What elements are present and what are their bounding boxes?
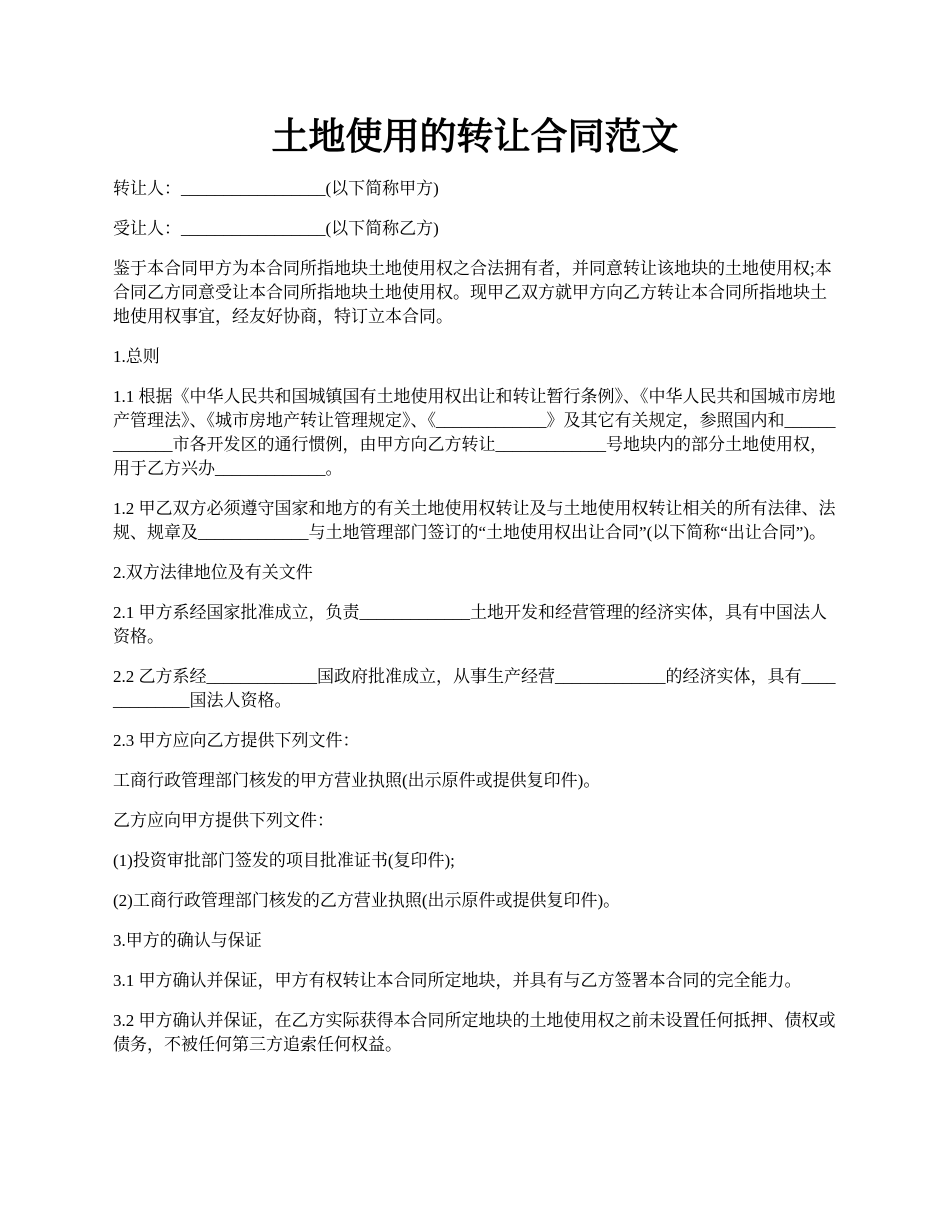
document-list-intro: 乙方应向甲方提供下列文件：	[113, 811, 334, 830]
document-list-item: (1)投资审批部门签发的项目批准证书(复印件);	[113, 851, 455, 870]
clause-1-1: 1.1 根据《中华人民共和国城镇国有土地使用权出让和转让暂行条例》、《中华人民共和国城市房地产管理法》、《城市房地产转让管理规定》、《_____________》及其它有关规定，参照国内和_____________市各开发区的通行惯例，由甲方向乙方转让_____________号地块内的部分土地使用权，用于乙方兴办_____________。	[113, 387, 836, 478]
preamble-paragraph: 鉴于本合同甲方为本合同所指地块土地使用权之合法拥有者，并同意转让该地块的土地使用权;本合同乙方同意受让本合同所指地块土地使用权。现甲乙双方就甲方向乙方转让本合同所指地块土地使用权事宜，经友好协商，特订立本合同。	[113, 259, 832, 326]
document-list-item: 工商行政管理部门核发的甲方营业执照(出示原件或提供复印件)。	[113, 771, 601, 790]
clause-1-2: 1.2 甲乙双方必须遵守国家和地方的有关土地使用权转让及与土地使用权转让相关的所有法律、法规、规章及_____________与土地管理部门签订的“土地使用权出让合同”(以下简称“出让合同”)。	[113, 499, 836, 542]
document-list-item: (2)工商行政管理部门核发的乙方营业执照(出示原件或提供复印件)。	[113, 891, 621, 910]
clause-3-1: 3.1 甲方确认并保证，甲方有权转让本合同所定地块，并具有与乙方签署本合同的完全能力。	[113, 971, 802, 990]
document-body	[113, 177, 843, 1073]
section-heading-3: 3.甲方的确认与保证	[113, 931, 262, 950]
section-heading-1: 1.总则	[113, 347, 160, 366]
transferor-line: 转让人：_________________(以下简称甲方)	[113, 179, 439, 198]
section-heading-2: 2.双方法律地位及有关文件	[113, 563, 313, 582]
clause-2-3: 2.3 甲方应向乙方提供下列文件：	[113, 731, 360, 750]
clause-2-2: 2.2 乙方系经_____________国政府批准成立，从事生产经营_____________的经济实体，具有_____________国法人资格。	[113, 667, 836, 710]
clause-2-1: 2.1 甲方系经国家批准成立，负责_____________土地开发和经营管理的经济实体，具有中国法人资格。	[113, 603, 827, 646]
transferee-line: 受让人：_________________(以下简称乙方)	[113, 219, 439, 238]
clause-3-2: 3.2 甲方确认并保证，在乙方实际获得本合同所定地块的土地使用权之前未设置任何抵押、债权或债务，不被任何第三方追索任何权益。	[113, 1011, 836, 1054]
document-title: 土地使用的转让合同范文	[271, 114, 679, 158]
